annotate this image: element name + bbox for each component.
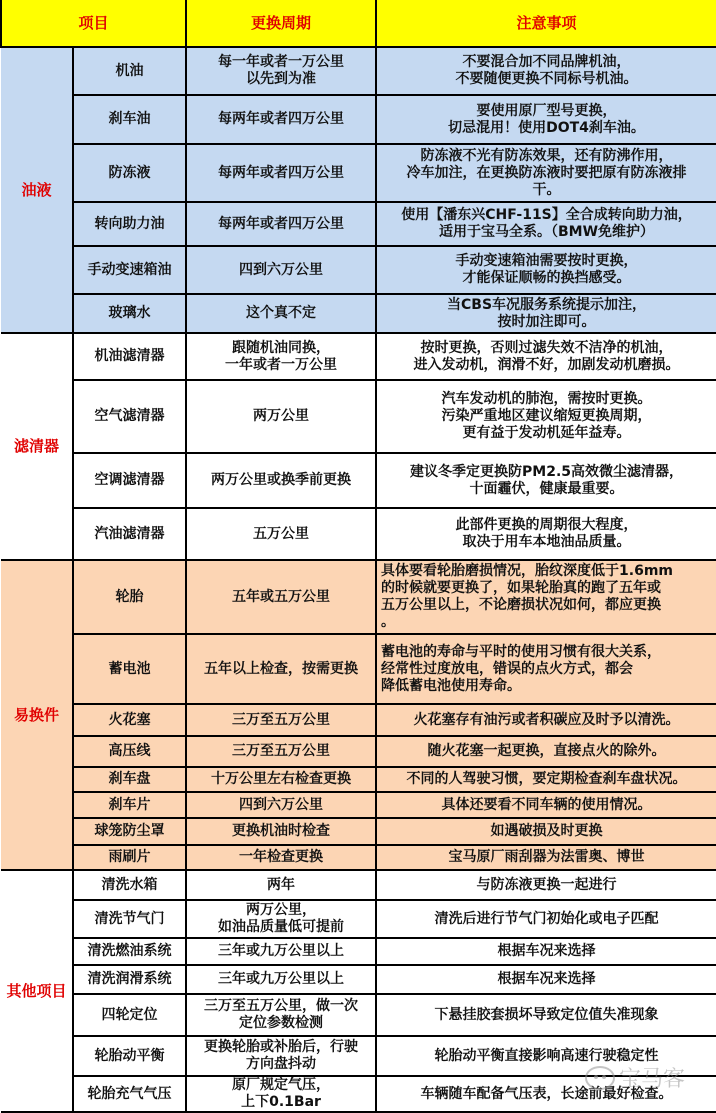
item-name: 刹车片 (73, 792, 186, 818)
table-row (1, 508, 716, 560)
item-name: 空气滤清器 (73, 380, 186, 453)
item-name: 玻璃水 (73, 294, 186, 333)
note-line: 火花塞存有油污或者积碳应及时予以清洗。 (413, 711, 680, 728)
notes (376, 736, 716, 767)
replacement-cycle (186, 202, 376, 246)
note-line: 清洗后进行节气门初始化或电子匹配 (434, 910, 659, 927)
item-name: 轮胎充气气压 (73, 1076, 186, 1112)
note-line: 手动变速箱油需要按时更换， (455, 253, 638, 269)
notes (376, 994, 716, 1036)
replacement-cycle (186, 704, 376, 736)
note-line: 宝马原厂雨刮器为法雷奥、博世 (448, 849, 645, 865)
cycle-line: 以先到为准 (246, 71, 317, 87)
note-line: 的时候就要更换了，如果轮胎真的跑了五年或 (381, 580, 662, 596)
table-row (1, 453, 716, 508)
notes (376, 818, 716, 845)
note-line: 污染严重地区建议缩短更换周期， (441, 408, 652, 424)
replacement-cycle (186, 1036, 376, 1076)
item-name: 防冻液 (73, 144, 186, 202)
note-line: 汽车发动机的肺泡，需按时更换。 (441, 391, 652, 407)
item-name: 四轮定位 (73, 994, 186, 1036)
note-line: 当CBS车况服务系统提示加注， (447, 296, 647, 313)
item-name: 清洗节气门 (73, 900, 186, 938)
replacement-cycle (186, 95, 376, 144)
item-name: 空调滤清器 (73, 453, 186, 508)
notes (376, 965, 716, 994)
item-name: 清洗润滑系统 (73, 965, 186, 994)
cycle-line: 三万至五万公里 (232, 711, 331, 728)
note-line: 按时加注即可。 (497, 313, 596, 330)
notes (376, 792, 716, 818)
item-name: 火花塞 (73, 704, 186, 736)
note-line: 取决于用车本地油品质量。 (462, 534, 631, 550)
cycle-line: 原厂规定气压， (232, 1077, 331, 1093)
cycle-line: 五年或五万公里 (232, 588, 331, 605)
notes (376, 47, 716, 95)
item-name: 转向助力油 (73, 202, 186, 246)
note-line: 经常性过度放电，错误的点火方式，都会 (381, 660, 634, 677)
section-oil (1, 47, 716, 333)
cycle-line: 如油品质量低可提前 (218, 919, 345, 935)
note-line: 车辆随车配备气压表，长途前最好检查。 (420, 1085, 673, 1102)
table-row (1, 792, 716, 818)
cycle-line: 更换机油时检查 (232, 823, 331, 839)
note-line: 更有益于发动机延年益寿。 (462, 425, 631, 441)
note-line: 具体还要看不同车辆的使用情况。 (441, 796, 652, 813)
notes (376, 508, 716, 560)
cycle-line: 三年或九万公里以上 (218, 971, 345, 987)
item-name: 高压线 (73, 736, 186, 767)
cycle-line: 三万至五万公里，做一次 (204, 998, 359, 1014)
category-label: 滤清器 (1, 333, 73, 560)
notes (376, 900, 716, 938)
replacement-cycle (186, 246, 376, 294)
header-row (1, 0, 716, 47)
item-name: 清洗水箱 (73, 870, 186, 900)
replacement-cycle (186, 560, 376, 634)
watermark-text: 宝马客 (619, 1067, 686, 1092)
note-line: 切忌混用！使用DOT4刹车油。 (448, 119, 645, 136)
replacement-cycle (186, 634, 376, 704)
replacement-cycle (186, 792, 376, 818)
table-row (1, 1036, 716, 1076)
item-name: 刹车盘 (73, 767, 186, 792)
notes (376, 333, 716, 380)
cycle-line: 四到六万公里 (239, 796, 324, 813)
note-line: 不同的人驾驶习惯，要定期检查刹车盘状况。 (406, 771, 687, 787)
notes (376, 1036, 716, 1076)
notes (376, 845, 716, 870)
item-name: 汽油滤清器 (73, 508, 186, 560)
table-row (1, 870, 716, 900)
replacement-cycle (186, 380, 376, 453)
note-line: 蓄电池的寿命与平时的使用习惯有很大关系， (381, 643, 662, 660)
table-row (1, 965, 716, 994)
item-name: 雨刷片 (73, 845, 186, 870)
cycle-line: 跟随机油同换， (232, 339, 331, 356)
note-line: 根据车况来选择 (497, 943, 596, 959)
category-label: 其他项目 (1, 870, 73, 1112)
table-row (1, 900, 716, 938)
note-line: 建议冬季定更换防PM2.5高效微尘滤清器， (410, 463, 684, 480)
section-other (1, 870, 716, 1112)
table-row (1, 95, 716, 144)
cycle-line: 每两年或者四万公里 (218, 215, 345, 232)
replacement-cycle (186, 994, 376, 1036)
notes (376, 95, 716, 144)
item-name: 机油滤清器 (73, 333, 186, 380)
table-row (1, 380, 716, 453)
notes (376, 870, 716, 900)
note-line: 冷车加注，在更换防冻液时要把原有防冻液排 (406, 164, 687, 181)
notes (376, 938, 716, 965)
cycle-line: 定位参数检测 (239, 1015, 324, 1031)
replacement-cycle (186, 144, 376, 202)
note-line: 适用于宝马全系。（BMW免维护） (438, 224, 655, 240)
table-row (1, 47, 716, 95)
cycle-line: 两万公里或换季前更换 (211, 472, 352, 488)
header-notes: 注意事项 (376, 0, 716, 47)
notes (376, 767, 716, 792)
replacement-cycle (186, 900, 376, 938)
notes (376, 560, 716, 634)
header-item: 项目 (1, 0, 186, 47)
note-line: 进入发动机，润滑不好，加剧发动机磨损。 (413, 356, 680, 373)
note-line: 与防冻液更换一起进行 (476, 876, 617, 893)
replacement-cycle (186, 508, 376, 560)
replacement-cycle (186, 870, 376, 900)
table-row (1, 818, 716, 845)
note-line: 如遇破损及时更换 (490, 823, 603, 839)
item-name: 轮胎 (73, 560, 186, 634)
replacement-cycle (186, 845, 376, 870)
table-row (1, 767, 716, 792)
note-line: 十面霾伏，健康最重要。 (469, 480, 624, 497)
note-line: 使用【潘东兴CHF-11S】全合成转向助力油， (401, 207, 692, 223)
item-name: 机油 (73, 47, 186, 95)
table-row (1, 845, 716, 870)
note-line: 随火花塞一起更换，直接点火的除外。 (427, 743, 666, 759)
table-row (1, 560, 716, 634)
note-line: 根据车况来选择 (497, 971, 596, 987)
cycle-line: 每两年或者四万公里 (218, 164, 345, 181)
notes (376, 1076, 716, 1112)
cycle-line: 每两年或者四万公里 (218, 111, 345, 127)
cycle-line: 上下0.1Bar (241, 1094, 321, 1110)
item-name: 清洗燃油系统 (73, 938, 186, 965)
item-name: 球笼防尘罩 (73, 818, 186, 845)
replacement-cycle (186, 333, 376, 380)
item-name: 手动变速箱油 (73, 246, 186, 294)
note-line: 不要混合加不同品牌机油， (462, 54, 631, 70)
section-filter (1, 333, 716, 560)
cycle-line: 更换轮胎或补胎后，行驶 (204, 1039, 359, 1055)
cycle-line: 十万公里左右检查更换 (211, 771, 352, 787)
replacement-cycle (186, 818, 376, 845)
replacement-cycle (186, 767, 376, 792)
item-name: 刹车油 (73, 95, 186, 144)
notes (376, 294, 716, 333)
note-line: 要使用原厂型号更换， (476, 102, 617, 119)
note-line: 五万公里以上，不论磨损状况如何，都应更换 (381, 597, 662, 613)
notes (376, 634, 716, 704)
cycle-line: 方向盘抖动 (246, 1056, 317, 1072)
note-line: 不要随便更换不同标号机油。 (455, 71, 638, 87)
replacement-cycle (186, 294, 376, 333)
note-line: 轮胎动平衡直接影响高速行驶稳定性 (434, 1047, 659, 1064)
category-label: 油液 (1, 47, 73, 333)
note-line: 防冻液不光有防冻效果，还有防沸作用， (420, 147, 673, 164)
notes (376, 453, 716, 508)
cycle-line: 三万至五万公里 (232, 743, 331, 759)
cycle-line: 五年以上检查，按需更换 (204, 660, 359, 677)
notes (376, 704, 716, 736)
table-row (1, 994, 716, 1036)
note-line: 按时更换，否则过滤失效不洁净的机油， (420, 339, 673, 356)
table-row (1, 246, 716, 294)
section-wear (1, 560, 716, 870)
item-name: 蓄电池 (73, 634, 186, 704)
category-label: 易换件 (1, 560, 73, 870)
note-line: 下悬挂胶套损坏导致定位值失准现象 (434, 1006, 659, 1023)
cycle-line: 五万公里 (253, 525, 310, 542)
cycle-line: 四到六万公里 (239, 261, 324, 278)
replacement-cycle (186, 736, 376, 767)
item-name: 轮胎动平衡 (73, 1036, 186, 1076)
note-line: 具体要看轮胎磨损情况，胎纹深度低于1.6mm (381, 563, 673, 579)
table-row (1, 634, 716, 704)
cycle-line: 每一年或者一万公里 (218, 54, 345, 70)
notes (376, 144, 716, 202)
table-row (1, 704, 716, 736)
cycle-line: 一年或者一万公里 (225, 356, 338, 373)
note-line: 。 (381, 614, 396, 630)
cycle-line: 两万公里 (253, 408, 310, 424)
table-row (1, 736, 716, 767)
note-line: 才能保证顺畅的换挡感受。 (462, 270, 631, 286)
table-row (1, 202, 716, 246)
header-cycle: 更换周期 (186, 0, 376, 47)
notes (376, 202, 716, 246)
table-row (1, 144, 716, 202)
note-line: 此部件更换的周期很大程度， (455, 517, 638, 533)
cycle-line: 这个真不定 (246, 305, 317, 321)
cycle-line: 两万公里， (246, 902, 317, 918)
table-row (1, 294, 716, 333)
table-row (1, 938, 716, 965)
note-line: 干。 (532, 181, 561, 198)
replacement-cycle (186, 453, 376, 508)
note-line: 降低蓄电池使用寿命。 (381, 677, 522, 694)
replacement-cycle (186, 938, 376, 965)
replacement-cycle (186, 965, 376, 994)
table-row (1, 1076, 716, 1112)
table-row (1, 333, 716, 380)
replacement-cycle (186, 47, 376, 95)
replacement-cycle (186, 1076, 376, 1112)
notes (376, 246, 716, 294)
notes (376, 380, 716, 453)
cycle-line: 两年 (267, 876, 296, 893)
cycle-line: 一年检查更换 (239, 849, 324, 865)
cycle-line: 三年或九万公里以上 (218, 943, 345, 959)
